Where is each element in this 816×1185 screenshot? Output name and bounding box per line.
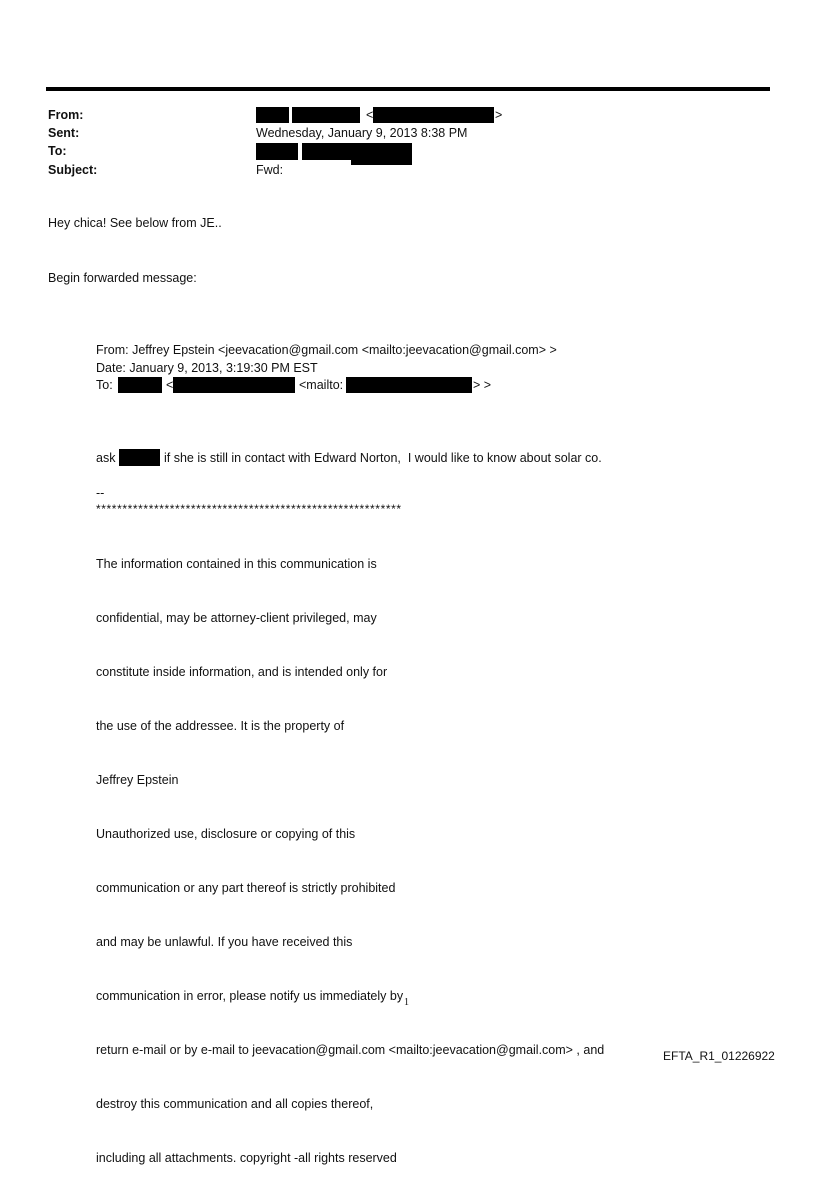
signature-separator: -- <box>96 486 105 500</box>
message-ask: ask <box>96 451 116 465</box>
disclaimer-line: destroy this communication and all copies thereof, <box>96 1097 374 1111</box>
forwarded-date-line: Date: January 9, 2013, 3:19:30 PM EST <box>96 361 318 375</box>
disclaimer-line: and may be unlawful. If you have received this <box>96 935 353 949</box>
greeting-text: Hey chica! See below from JE.. <box>48 216 222 230</box>
redaction-box <box>292 107 360 123</box>
subject-label: Subject: <box>48 163 98 177</box>
sent-value: Wednesday, January 9, 2013 8:38 PM <box>256 126 468 140</box>
disclaimer-line: return e-mail or by e-mail to jeevacation@gmail.com <mailto:jeevacation@gmail.com> , and <box>96 1043 605 1057</box>
forwarded-to-mailto: <mailto: <box>299 378 344 392</box>
disclaimer-line: communication or any part thereof is strictly prohibited <box>96 881 396 895</box>
disclaimer-line: including all attachments. copyright -all rights reserved <box>96 1151 397 1165</box>
disclaimer-line: communication in error, please notify us immediately by <box>96 989 404 1003</box>
redaction-box <box>119 449 160 466</box>
message-text: if she is still in contact with Edward Norton, I would like to know about solar co. <box>164 451 602 465</box>
from-bracket-open: < <box>366 108 374 122</box>
forward-intro: Begin forwarded message: <box>48 271 197 285</box>
forwarded-to-end: > > <box>473 378 492 392</box>
redaction-box <box>346 377 472 393</box>
disclaimer-line: Unauthorized use, disclosure or copying of this <box>96 827 356 841</box>
forwarded-from-line: From: Jeffrey Epstein <jeevacation@gmail.com <mailto:jeevacation@gmail.com> > <box>96 343 557 357</box>
subject-value: Fwd: <box>256 163 284 177</box>
redaction-box <box>256 107 289 123</box>
sent-label: Sent: <box>48 126 80 140</box>
header-rule <box>46 87 770 91</box>
forwarded-to-label: To: <box>96 378 113 392</box>
redaction-box <box>351 156 412 165</box>
redaction-box <box>173 377 295 393</box>
forwarded-to-bracket-open: < <box>166 378 174 392</box>
disclaimer-line: constitute inside information, and is intended only for <box>96 665 388 679</box>
disclaimer-line: the use of the addressee. It is the property of <box>96 719 345 733</box>
from-label: From: <box>48 108 84 122</box>
redaction-box <box>118 377 162 393</box>
redaction-box <box>373 107 494 123</box>
redaction-box <box>256 143 298 160</box>
disclaimer-line: confidential, may be attorney-client privileged, may <box>96 611 377 625</box>
disclaimer-block <box>96 519 604 1185</box>
to-label: To: <box>48 144 67 158</box>
bates-number: EFTA_R1_01226922 <box>663 1049 775 1063</box>
disclaimer-line: Jeffrey Epstein <box>96 773 179 787</box>
page-number: 1 <box>404 997 409 1008</box>
star-divider: ********************************************************** <box>96 502 402 516</box>
from-bracket-close: > <box>495 108 503 122</box>
disclaimer-line: The information contained in this communication is <box>96 557 377 571</box>
